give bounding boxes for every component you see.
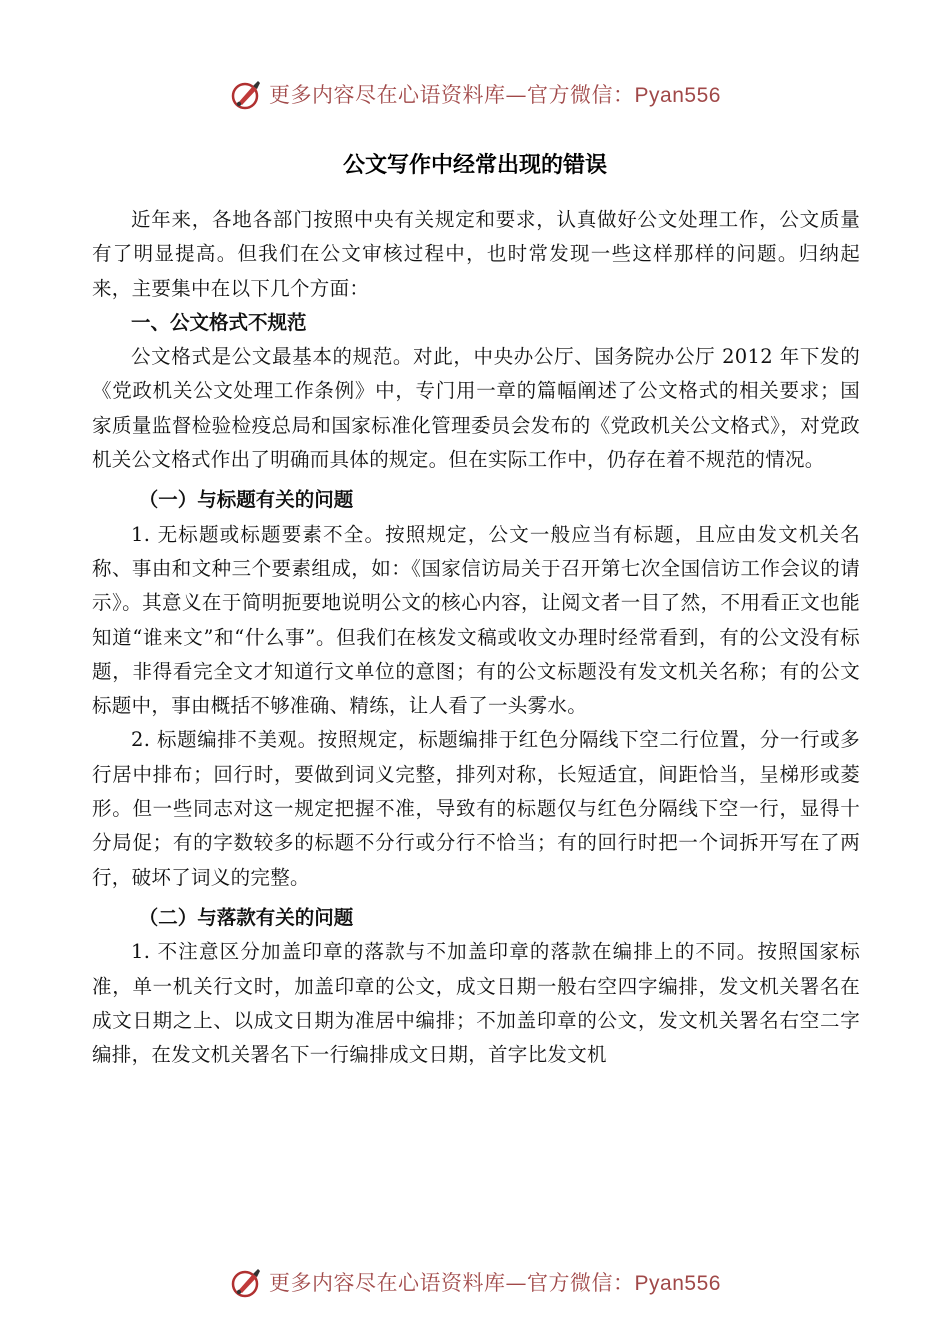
watermark-text: 更多内容尽在心语资料库—官方微信：Pyan556 (269, 83, 721, 107)
document-title: 公文写作中经常出现的错误 (342, 153, 607, 178)
document-body (92, 203, 860, 1072)
list-item: 1. 不注意区分加盖印章的落款与不加盖印章的落款在编排上的不同。按照国家标准，单一机关行文时，加盖印章的公文，成文日期一般右空四字编排，发文机关署名在成文日期之上、以成文日期为准居中编排；不加盖印章的公文，发文机关署名右空二字编排，在发文机关署名下一行编排成文日期，首字比发文机 (92, 940, 860, 1067)
header-watermark (0, 74, 950, 114)
intro-paragraph: 近年来，各地各部门按照中央有关规定和要求，认真做好公文处理工作，公文质量有了明显提高。但我们在公文审核过程中，也时常发现一些这样那样的问题。归纳起来，主要集中在以下几个方面： (92, 208, 860, 300)
list-item: 1. 无标题或标题要素不全。按照规定，公文一般应当有标题，且应由发文机关名称、事由和文种三个要素组成，如：《国家信访局关于召开第七次全国信访工作会议的请示》。其意义在于简明扼要地说明公文的核心内容，让阅文者一目了然，不用看正文也能知道“谁来文”和“什么事”。但我们在核发文稿或收文办理时经常看到，有的公文没有标题，非得看完全文才知道行文单位的意图；有的公文标题没有发文机关名称；有的公文标题中，事由概括不够准确、精练，让人看了一头雾水。 (92, 522, 860, 718)
section-paragraph-format: 公文格式是公文最基本的规范。对此，中央办公厅、国务院办公厅 2012 年下发的《党政机关公文处理工作条例》中，专门用一章的篇幅阐述了公文格式的相关要求；国家质量监督检验检疫总局和国家标准化管理委员会发布的《党政机关公文格式》，对党政机关公文格式作出了明确而具体的规定。但在实际工作中，仍存在着不规范的情况。 (92, 345, 860, 472)
subsection-heading-signature: （二）与落款有关的问题 (138, 905, 354, 929)
section-heading-format: 一、公文格式不规范 (131, 310, 307, 334)
footer-watermark (0, 1262, 950, 1302)
subsection-heading-title: （一）与标题有关的问题 (138, 488, 354, 512)
brush-pen-logo-icon (229, 1265, 263, 1299)
brush-pen-logo-icon (229, 77, 263, 111)
list-item: 2. 标题编排不美观。按照规定，标题编排于红色分隔线下空二行位置，分一行或多行居中排布；回行时，要做到词义完整，排列对称，长短适宜，间距恰当，呈梯形或菱形。但一些同志对这一规定把握不准，导致有的标题仅与红色分隔线下空一行，显得十分局促；有的字数较多的标题不分行或分行不恰当；有的回行时把一个词拆开写在了两行，破坏了词义的完整。 (92, 728, 860, 889)
watermark-text: 更多内容尽在心语资料库—官方微信：Pyan556 (269, 1271, 721, 1295)
